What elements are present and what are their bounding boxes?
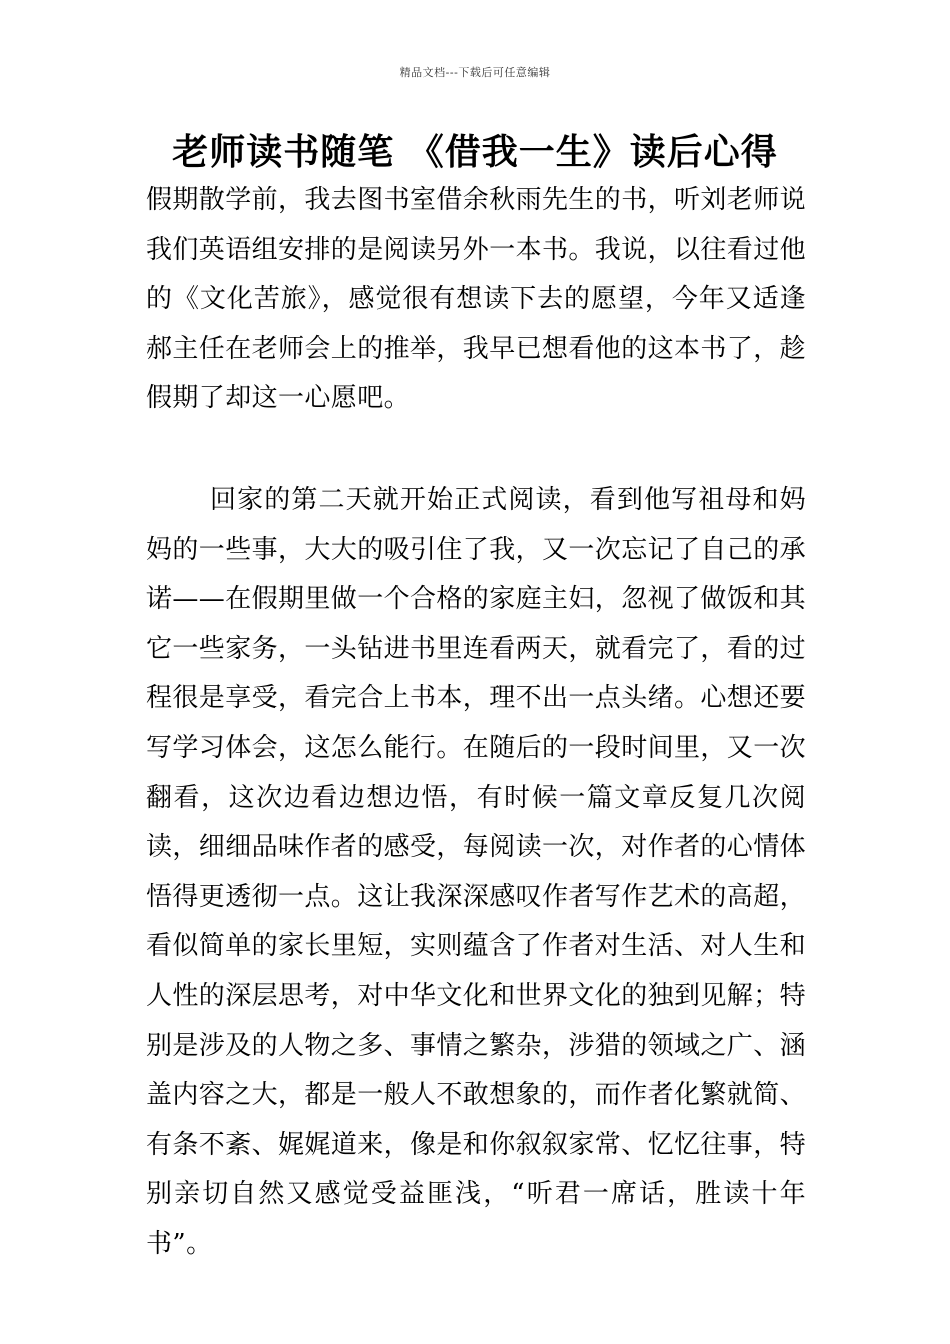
document-title: 老师读书随笔 《借我一生》读后心得: [172, 132, 778, 173]
paragraph-1: 假期散学前，我去图书室借余秋雨先生的书，听刘老师说我们英语组安排的是阅读另外一本书。我说，以往看过他的《文化苦旅》，感觉很有想读下去的愿望，今年又适逢郝主任在老师会上的推举，我早已想看他的这本书了，趁假期了却这一心愿吧。: [146, 185, 807, 414]
paragraph-2: 回家的第二天就开始正式阅读，看到他写祖母和妈妈的一些事，大大的吸引住了我，又一次忘记了自己的承诺——在假期里做一个合格的家庭主妇，忽视了做饭和其它一些家务，一头钻进书里连看两天，就看完了，看的过程很是享受，看完合上书本，理不出一点头绪。心想还要写学习体会，这怎么能行。在随后的一段时间里，又一次翻看，这次边看边想边悟，有时候一篇文章反复几次阅读，细细品味作者的感受，每阅读一次，对作者的心情体悟得更透彻一点。这让我深深感叹作者写作艺术的高超，看似简单的家长里短，实则蕴含了作者对生活、对人生和人性的深层思考，对中华文化和世界文化的独到见解；特别是涉及的人物之多、事情之繁杂，涉猎的领域之广、涵盖内容之大，都是一般人不敢想象的，而作者化繁就简、有条不紊、娓娓道来，像是和你叙叙家常、忆忆往事，特别亲切自然又感觉受益匪浅，“听君一席话，胜读十年书”。: [146, 485, 807, 1259]
header-note: 精品文档---下载后可任意编辑: [399, 66, 551, 79]
